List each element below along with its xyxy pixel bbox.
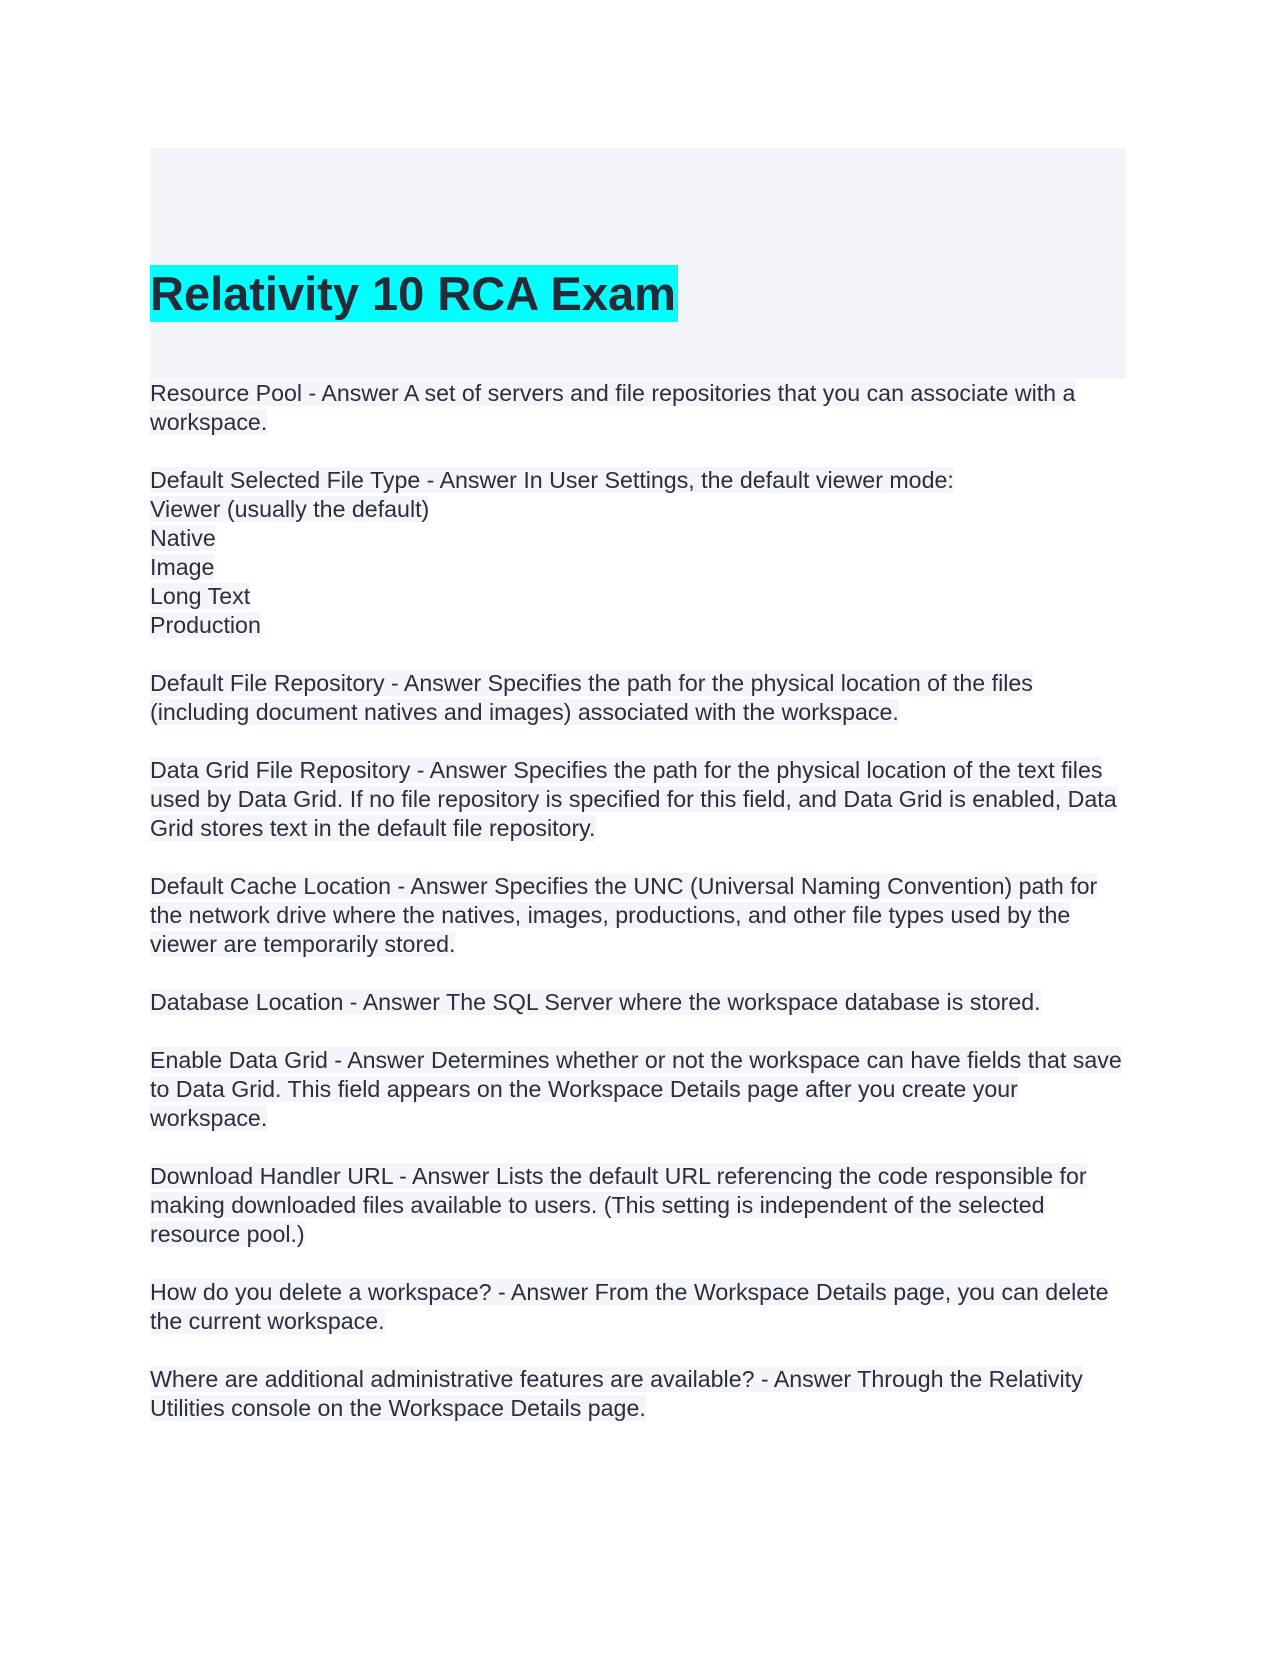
viewer-mode-option: Viewer (usually the default) xyxy=(150,496,430,522)
qa-entry-text: Default Selected File Type - Answer In User Settings, the default viewer mode: xyxy=(150,467,954,493)
qa-entry xyxy=(150,872,1126,959)
document-title: Relativity 10 RCA Exam xyxy=(150,267,676,320)
qa-entry-text: Database Location - Answer The SQL Server where the workspace database is stored. xyxy=(150,989,1041,1015)
qa-entry xyxy=(150,756,1126,843)
qa-entry-text: Where are additional administrative features are available? - Answer Through the Relativity Utilities console on the Workspace Details page. xyxy=(150,1366,1083,1421)
document-page xyxy=(150,148,1126,1452)
viewer-mode-option: Image xyxy=(150,554,215,580)
viewer-mode-option: Native xyxy=(150,525,216,551)
qa-entry-text: Default Cache Location - Answer Specifies the UNC (Universal Naming Convention) path for the network drive where the natives, images, productions, and other file types used by the viewer are temporarily stored. xyxy=(150,873,1098,957)
qa-entry-text: Enable Data Grid - Answer Determines whether or not the workspace can have fields that save to Data Grid. This field appears on the Workspace Details page after you create your workspace. xyxy=(150,1047,1122,1131)
qa-entry xyxy=(150,1046,1126,1133)
qa-entry-text: Default File Repository - Answer Specifies the path for the physical location of the files (including document natives and images) associated with the workspace. xyxy=(150,670,1033,725)
qa-entry xyxy=(150,379,1126,437)
viewer-mode-option: Long Text xyxy=(150,583,251,609)
qa-entry xyxy=(150,669,1126,727)
qa-entry xyxy=(150,466,1126,640)
qa-entry-text: Resource Pool - Answer A set of servers and file repositories that you can associate with a workspace. xyxy=(150,380,1076,435)
qa-entry-text: How do you delete a workspace? - Answer From the Workspace Details page, you can delete the current workspace. xyxy=(150,1279,1109,1334)
viewer-mode-option: Production xyxy=(150,612,261,638)
qa-entry-text: Download Handler URL - Answer Lists the default URL referencing the code responsible for making downloaded files available to users. (This setting is independent of the selected resource pool.) xyxy=(150,1163,1087,1247)
qa-entry xyxy=(150,1365,1126,1423)
title-block xyxy=(150,148,1126,379)
qa-entry-text: Data Grid File Repository - Answer Specifies the path for the physical location of the text files used by Data Grid. If no file repository is specified for this field, and Data Grid is enabled, Data Grid stores text in the default file repository. xyxy=(150,757,1117,841)
qa-entry xyxy=(150,988,1126,1017)
qa-list xyxy=(150,379,1126,1423)
qa-entry xyxy=(150,1278,1126,1336)
qa-entry xyxy=(150,1162,1126,1249)
